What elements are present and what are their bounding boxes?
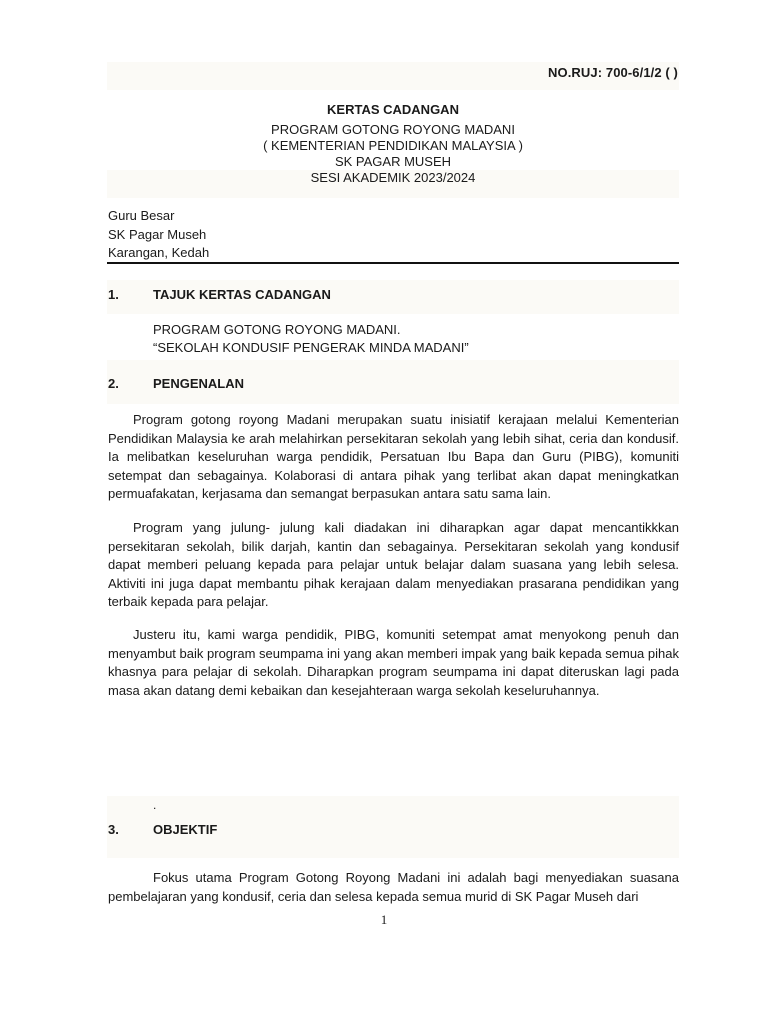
recipient-address [108,207,209,263]
paragraph: Justeru itu, kami warga pendidik, PIBG, komuniti setempat amat menyokong penuh dan menyambut baik program seumpama ini yang akan memberi impak yang baik kepada semua pihak khasnya para pelajar di sekolah. Diharapkan program seumpama ini dapat diteruskan lagi pada masa akan datang demi kebaikan dan kesejahteraan warga sekolah keseluruhannya. [108,627,679,698]
stray-mark: . [153,798,157,812]
section-title: TAJUK KERTAS CADANGAN [153,287,331,302]
section-number: 2. [108,376,119,391]
proposal-title-block [153,321,469,357]
proposal-title-line: “SEKOLAH KONDUSIF PENGERAK MINDA MADANI” [153,340,469,355]
subtitle-line: PROGRAM GOTONG ROYONG MADANI [271,122,515,137]
page-number: 1 [380,912,388,927]
document-title: KERTAS CADANGAN [327,102,459,117]
paragraph: Fokus utama Program Gotong Royong Madani ini adalah bagi menyediakan suasana pembelajaran yang kondusif, ceria dan selesa kepada semua murid di SK Pagar Museh dari [108,870,679,904]
subtitle-line: SK PAGAR MUSEH [334,154,452,169]
paragraph: Program yang julung- julung kali diadakan ini diharapkan agar dapat mencantikkkan persekitaran sekolah, bilik darjah, kantin dan sebagainya. Persekitaran sekolah yang kondusif dapat memberi peluang kepada para pelajar untuk belajar dalam suasana yang lebih selesa. Aktiviti ini juga dapat membantu pihak kerajaan dalam menyediakan prasarana pendidikan yang terbaik kepada para pelajar. [108,520,679,610]
address-line: SK Pagar Museh [108,226,207,242]
section-title: PENGENALAN [153,376,245,391]
divider-line [107,262,679,264]
section-number: 3. [108,822,119,837]
paragraph: Program gotong royong Madani merupakan suatu inisiatif kerajaan melalui Kementerian Pendidikan Malaysia ke arah melahirkan persekitaran sekolah yang lebih sihat, ceria dan kondusif. Ia melibatkan keseluruhan warga pendidik, Persatuan Ibu Bapa dan Guru (PIBG), komuniti setempat dan sebagainya. Kolaborasi di antara pihak yang terlibat akan dapat meningkatkan permuafakatan, kerjasama dan semangat berpasukan antara satu sama lain. [108,412,679,502]
document-subtitle [107,122,679,186]
proposal-title-line: PROGRAM GOTONG ROYONG MADANI. [153,322,401,337]
reference-number: NO.RUJ: 700-6/1/2 ( ) [548,65,678,80]
subtitle-line: ( KEMENTERIAN PENDIDIKAN MALAYSIA ) [263,138,523,153]
subtitle-line: SESI AKADEMIK 2023/2024 [310,170,476,185]
address-line: Karangan, Kedah [108,245,210,260]
address-line: Guru Besar [108,208,175,223]
section-title: OBJEKTIF [153,822,218,837]
section-number: 1. [108,287,119,302]
